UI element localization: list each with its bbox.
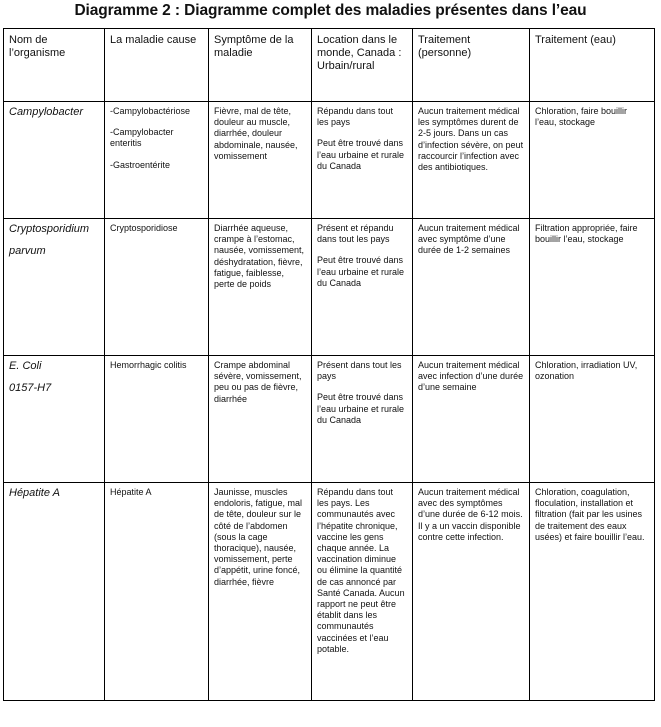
location-text: Répandu dans tout les pays. Les communautés avec l’hépatite chronique, vaccine les gens chaque année. La vaccination diminue ou élimine la quantité de cas annoncé par Santé Canada. Aucun rapport ne peut être établit dans les communautés vaccinées et l’eau potable. xyxy=(317,487,405,654)
treatment-water-cell: Filtration appropriée, faire bouillir l’eau, stockage xyxy=(530,219,655,356)
organism-cell xyxy=(4,102,105,219)
cause-cell xyxy=(105,356,209,483)
cause-item: -Gastroentérite xyxy=(110,159,171,170)
treatment-water-cell: Chloration, faire bouillir l’eau, stockage xyxy=(530,102,655,219)
organism-name: parvum xyxy=(9,245,46,257)
header-organism: Nom de l’organisme xyxy=(4,29,105,102)
symptoms-cell: Crampe abdominal sévère, vomissement, peu ou pas de fièvre, diarrhée xyxy=(209,356,312,483)
treatment-person-cell: Aucun traitement médical avec infection d’une durée d’une semaine xyxy=(413,356,530,483)
table-header-row xyxy=(4,29,655,102)
organism-cell xyxy=(4,356,105,483)
location-cell xyxy=(312,356,413,483)
header-cause: La maladie cause xyxy=(105,29,209,102)
organism-name: Hépatite A xyxy=(9,487,60,499)
table-row xyxy=(4,102,655,219)
location-text: Peut être trouvé dans l’eau urbaine et rurale du Canada xyxy=(317,392,405,425)
cause-item: Cryptosporidiose xyxy=(110,223,178,233)
organism-name: Cryptosporidium xyxy=(9,223,90,235)
table-row xyxy=(4,356,655,483)
organism-name: Campylobacter xyxy=(9,106,83,118)
header-treatment-water: Traitement (eau) xyxy=(530,29,655,102)
symptoms-cell: Jaunisse, muscles endoloris, fatigue, mal de tête, douleur sur le côté de l’abdomen (sous la cage thoracique), nausée, vomissement, perte d’appétit, urine foncé, diarrhée, fièvre xyxy=(209,483,312,701)
organism-name: E. Coli xyxy=(9,360,42,372)
treatment-water-cell: Chloration, coagulation, floculation, installation et filtration (fait par les usines de traitement des eaux usées) et faire bouillir l’eau. xyxy=(530,483,655,701)
cause-item: -Campylobactériose xyxy=(110,106,191,116)
location-text: Présent et répandu dans tout les pays xyxy=(317,223,394,245)
location-cell xyxy=(312,219,413,356)
cause-cell xyxy=(105,102,209,219)
treatment-water-cell: Chloration, irradiation UV, ozonation xyxy=(530,356,655,483)
location-text: Peut être trouvé dans l’eau urbaine et rurale du Canada xyxy=(317,255,405,288)
treatment-person-cell: Aucun traitement médical avec des symptômes d’une durée de 6-12 mois. Il y a un vaccin disponible contre cette infection. xyxy=(413,483,530,701)
table-row xyxy=(4,483,655,701)
location-text: Présent dans tout les pays xyxy=(317,360,402,382)
treatment-person-cell: Aucun traitement médical les symptômes durent de 2-5 jours. Dans un cas d’infection sévère, on peut raccourcir l’infection avec des antibiotiques. xyxy=(413,102,530,219)
cause-item: -Campylobacter enteritis xyxy=(110,127,174,149)
organism-cell xyxy=(4,219,105,356)
location-cell xyxy=(312,102,413,219)
diseases-table xyxy=(3,28,655,701)
location-cell xyxy=(312,483,413,701)
cause-cell xyxy=(105,219,209,356)
symptoms-cell: Diarrhée aqueuse, crampe à l’estomac, nausée, vomissement, déshydratation, fièvre, fatigue, faiblesse, perte de poids xyxy=(209,219,312,356)
organism-name: 0157-H7 xyxy=(9,382,52,394)
header-symptoms: Symptôme de la maladie xyxy=(209,29,312,102)
document-title: Diagramme 2 : Diagramme complet des maladies présentes dans l’eau xyxy=(74,2,587,19)
location-text: Peut être trouvé dans l’eau urbaine et rurale du Canada xyxy=(317,138,405,171)
treatment-person-cell: Aucun traitement médical avec symptôme d’une durée de 1-2 semaines xyxy=(413,219,530,356)
organism-cell xyxy=(4,483,105,701)
table-row xyxy=(4,219,655,356)
cause-item: Hépatite A xyxy=(110,487,152,497)
symptoms-cell: Fièvre, mal de tête, douleur au muscle, diarrhée, douleur abdominale, nausée, vomissement xyxy=(209,102,312,219)
location-text: Répandu dans tout les pays xyxy=(317,106,394,128)
cause-cell xyxy=(105,483,209,701)
header-treatment-person: Traitement (personne) xyxy=(413,29,530,102)
header-location: Location dans le monde, Canada : Urbain/rural xyxy=(312,29,413,102)
cause-item: Hemorrhagic colitis xyxy=(110,360,187,370)
